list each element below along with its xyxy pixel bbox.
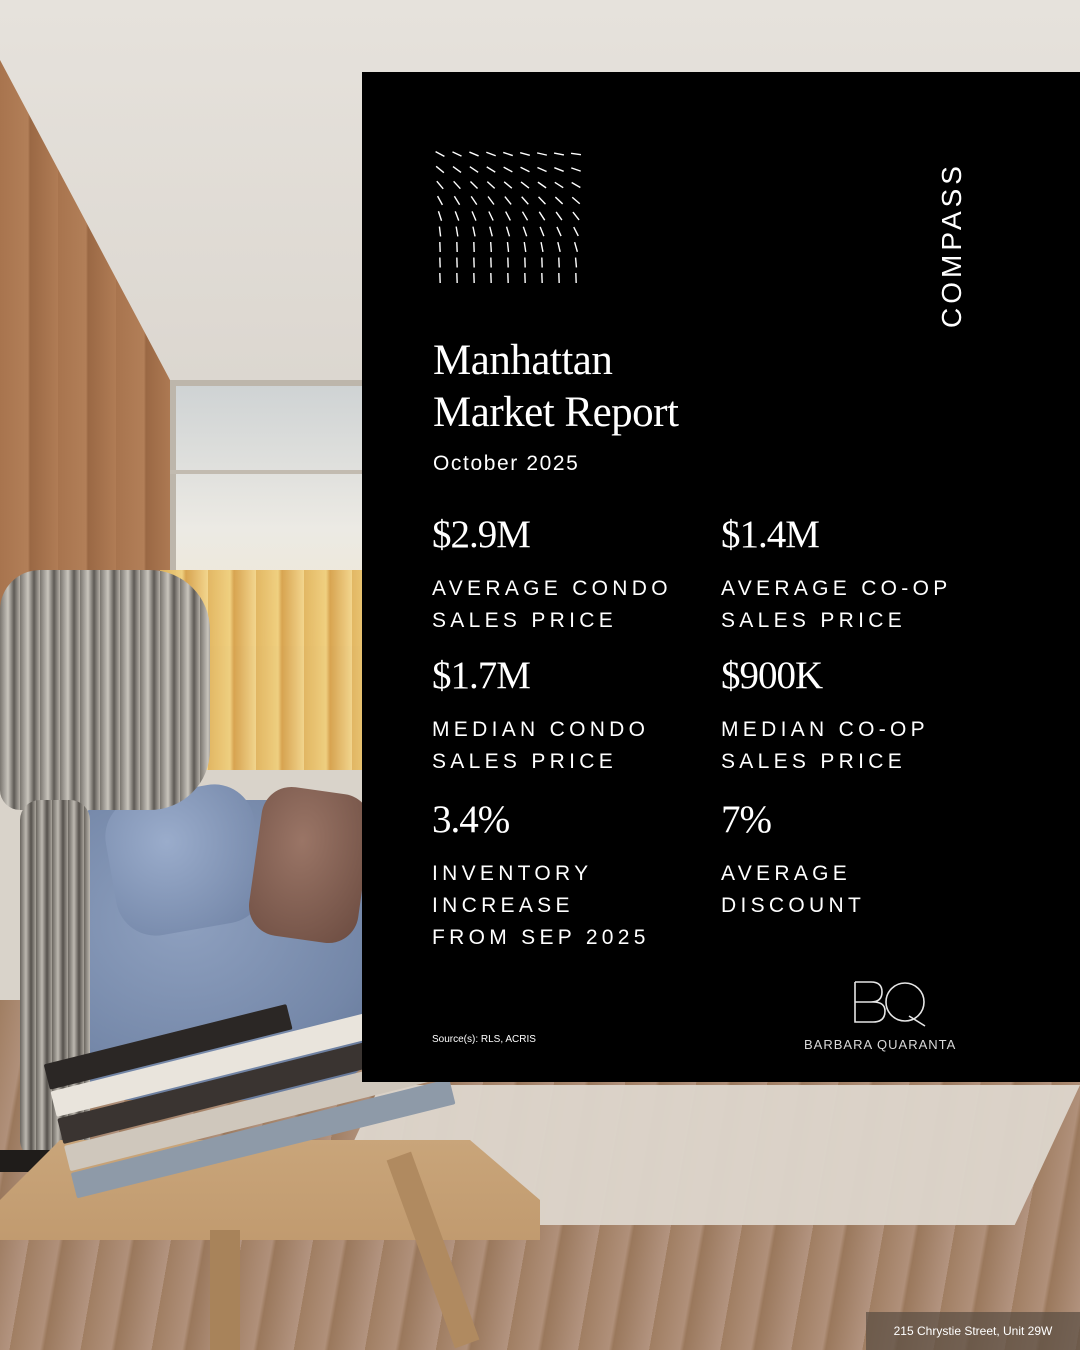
stat-label-line: FROM SEP 2025 — [432, 926, 650, 949]
stat-label — [432, 714, 732, 778]
stat-median-condo — [432, 654, 732, 778]
pattern-dash — [575, 242, 578, 252]
pattern-dash — [436, 166, 444, 172]
stat-average-condo — [432, 513, 732, 637]
pattern-dash — [455, 211, 459, 220]
pattern-dash — [487, 182, 494, 189]
pattern-dash — [554, 153, 564, 155]
pattern-dash — [473, 227, 475, 237]
stat-label — [432, 573, 732, 637]
stat-label — [432, 858, 732, 954]
pattern-dash — [522, 212, 527, 221]
pattern-dash — [576, 258, 577, 268]
pattern-dash — [572, 197, 580, 204]
pattern-dash — [557, 227, 561, 236]
pattern-dash — [539, 197, 546, 204]
table-leg — [210, 1230, 240, 1350]
compass-logo — [932, 150, 972, 340]
stat-label — [721, 858, 1021, 922]
pattern-dash — [470, 181, 477, 188]
pattern-dash — [507, 242, 508, 252]
stat-label-line: SALES PRICE — [721, 750, 907, 773]
pattern-dash — [539, 212, 544, 220]
stat-label-line: AVERAGE CO-OP — [721, 577, 952, 600]
pattern-dash — [488, 196, 494, 204]
stat-inventory-increase — [432, 798, 732, 954]
pattern-dash — [541, 242, 543, 252]
pattern-dash — [522, 197, 529, 204]
stat-value: $900K — [721, 654, 823, 697]
pattern-dash — [571, 153, 581, 154]
pattern-dash — [437, 181, 443, 189]
pattern-dash — [504, 167, 513, 172]
pattern-dash — [453, 167, 461, 173]
page-title — [433, 335, 678, 439]
pattern-dash — [489, 211, 493, 220]
pattern-dash — [490, 227, 493, 237]
pattern-dash — [520, 153, 530, 156]
pattern-dash — [471, 196, 477, 204]
pattern-dash — [540, 227, 544, 236]
pattern-dash — [504, 182, 512, 188]
pattern-dash — [558, 242, 560, 252]
stat-value: $2.9M — [432, 513, 530, 556]
stat-label-line: INVENTORY — [432, 862, 593, 885]
agent-name: BARBARA QUARANTA — [804, 1037, 957, 1052]
stat-label-line: MEDIAN CONDO — [432, 718, 650, 741]
pattern-dash — [555, 197, 562, 204]
pattern-dash — [556, 212, 562, 220]
pattern-dash — [555, 182, 563, 187]
pattern-dash — [456, 227, 458, 237]
stat-label — [721, 573, 1021, 637]
report-panel — [362, 72, 1080, 1082]
stat-label-line: DISCOUNT — [721, 894, 866, 917]
pattern-dash — [486, 152, 495, 156]
pattern-dash — [436, 152, 445, 157]
pillow-brown — [245, 783, 375, 947]
pattern-dash — [572, 183, 581, 188]
agent-monogram-logo — [851, 978, 927, 1028]
stat-label-line: SALES PRICE — [432, 750, 618, 773]
source-note: Source(s): RLS, ACRIS — [432, 1034, 536, 1045]
lamp-shade — [0, 570, 210, 810]
pattern-dash — [538, 182, 546, 188]
pattern-dash — [439, 227, 440, 237]
stat-median-coop — [721, 654, 1021, 778]
stat-value: 7% — [721, 798, 771, 841]
report-date: October 2025 — [433, 452, 580, 475]
pattern-dash — [472, 211, 476, 220]
pattern-dash — [469, 152, 478, 156]
pattern-dash — [507, 227, 510, 237]
pattern-dash — [454, 181, 461, 188]
pattern-dash — [503, 152, 513, 155]
stat-label-line: AVERAGE — [721, 862, 852, 885]
title-line-2: Market Report — [433, 389, 679, 436]
pattern-dash — [438, 211, 441, 221]
address-caption: 215 Chrystie Street, Unit 29W — [866, 1312, 1080, 1350]
window-mullion — [170, 470, 370, 474]
stat-value: $1.7M — [432, 654, 530, 697]
pattern-dash — [454, 196, 459, 205]
stat-label-line: MEDIAN CO-OP — [721, 718, 929, 741]
pattern-dash — [491, 242, 492, 252]
pattern-dash — [521, 182, 529, 188]
stat-label-line: INCREASE — [432, 894, 574, 917]
pattern-dash — [537, 167, 546, 171]
stat-label-line: AVERAGE CONDO — [432, 577, 672, 600]
pattern-dash — [521, 167, 530, 171]
pattern-dash — [524, 242, 525, 252]
compass-needle-pattern-icon — [434, 148, 584, 288]
stat-average-coop — [721, 513, 1021, 637]
stat-label-line: SALES PRICE — [432, 609, 618, 632]
compass-logo-text: COMPASS — [936, 162, 967, 328]
pattern-dash — [452, 152, 461, 156]
pattern-dash — [537, 153, 547, 155]
pattern-dash — [523, 227, 526, 236]
stat-label-line: SALES PRICE — [721, 609, 907, 632]
pattern-dash — [574, 227, 579, 236]
stat-value: 3.4% — [432, 798, 510, 841]
pattern-dash — [470, 167, 478, 173]
pattern-dash — [506, 212, 511, 221]
pattern-dash — [554, 168, 563, 172]
pattern-dash — [505, 197, 511, 205]
stat-label — [721, 714, 1021, 778]
pattern-dash — [571, 168, 580, 171]
pattern-dash — [487, 167, 496, 172]
title-line-1: Manhattan — [433, 337, 613, 384]
stat-value: $1.4M — [721, 513, 819, 556]
stat-average-discount — [721, 798, 1021, 922]
pattern-dash — [573, 212, 579, 220]
pattern-dash — [438, 196, 443, 205]
